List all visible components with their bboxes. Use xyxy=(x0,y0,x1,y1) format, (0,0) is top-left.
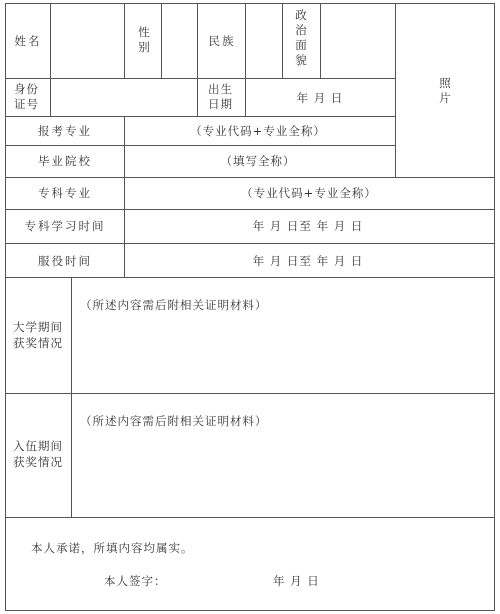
col-divider xyxy=(282,3,283,78)
gender-field[interactable] xyxy=(162,4,196,77)
signature-date[interactable]: 年 月 日 xyxy=(273,574,320,588)
id-number-label: 身份证号 xyxy=(14,82,39,111)
service-awards-label: 入伍期间获奖情况 xyxy=(13,439,63,469)
university-awards-field[interactable] xyxy=(72,278,493,392)
row-divider xyxy=(5,177,494,178)
university-awards-hint: （所述内容需后附相关证明材料） xyxy=(80,298,268,312)
birth-date-label: 出生日期 xyxy=(208,82,233,111)
graduate-school-hint[interactable]: （填写全称） xyxy=(220,154,296,168)
college-period-value[interactable]: 年 月 日至 年 月 日 xyxy=(252,219,364,233)
service-awards-field[interactable] xyxy=(72,394,493,516)
political-status-field[interactable] xyxy=(321,4,394,77)
service-period-label: 服役时间 xyxy=(38,254,92,268)
border-right xyxy=(494,3,495,611)
row-divider xyxy=(5,209,494,210)
major-hint[interactable]: （专业代码+专业全称） xyxy=(190,124,326,138)
row-divider xyxy=(5,116,395,117)
college-period-label: 专科学习时间 xyxy=(24,219,106,233)
name-label: 姓名 xyxy=(14,34,42,48)
college-major-hint[interactable]: （专业代码+专业全称） xyxy=(241,186,377,200)
pledge-text: 本人承诺，所填内容均属实。 xyxy=(31,541,194,555)
political-status-label: 政治面貌 xyxy=(295,8,307,67)
signature-field[interactable] xyxy=(165,568,255,592)
id-number-field[interactable] xyxy=(51,79,196,115)
border-left xyxy=(5,3,6,611)
ethnicity-field[interactable] xyxy=(246,4,281,77)
col-divider xyxy=(124,3,125,78)
service-period-value[interactable]: 年 月 日至 年 月 日 xyxy=(252,254,364,268)
row-divider xyxy=(5,145,395,146)
photo-label: 照片 xyxy=(439,76,451,105)
graduate-school-label: 毕业院校 xyxy=(38,154,92,168)
col-divider xyxy=(197,3,198,116)
row-divider xyxy=(5,243,494,244)
major-label: 报考专业 xyxy=(38,124,92,138)
service-awards-hint: （所述内容需后附相关证明材料） xyxy=(80,414,268,428)
gender-label: 性别 xyxy=(138,25,150,54)
row-divider xyxy=(5,517,494,518)
border-bottom xyxy=(5,610,494,611)
birth-date-value[interactable]: 年 月 日 xyxy=(296,91,344,105)
name-field[interactable] xyxy=(51,4,123,77)
ethnicity-label: 民族 xyxy=(208,34,236,48)
col-divider xyxy=(124,116,125,277)
college-major-label: 专科专业 xyxy=(38,186,92,200)
university-awards-label: 大学期间获奖情况 xyxy=(13,320,63,350)
signature-label: 本人签字： xyxy=(104,574,167,588)
